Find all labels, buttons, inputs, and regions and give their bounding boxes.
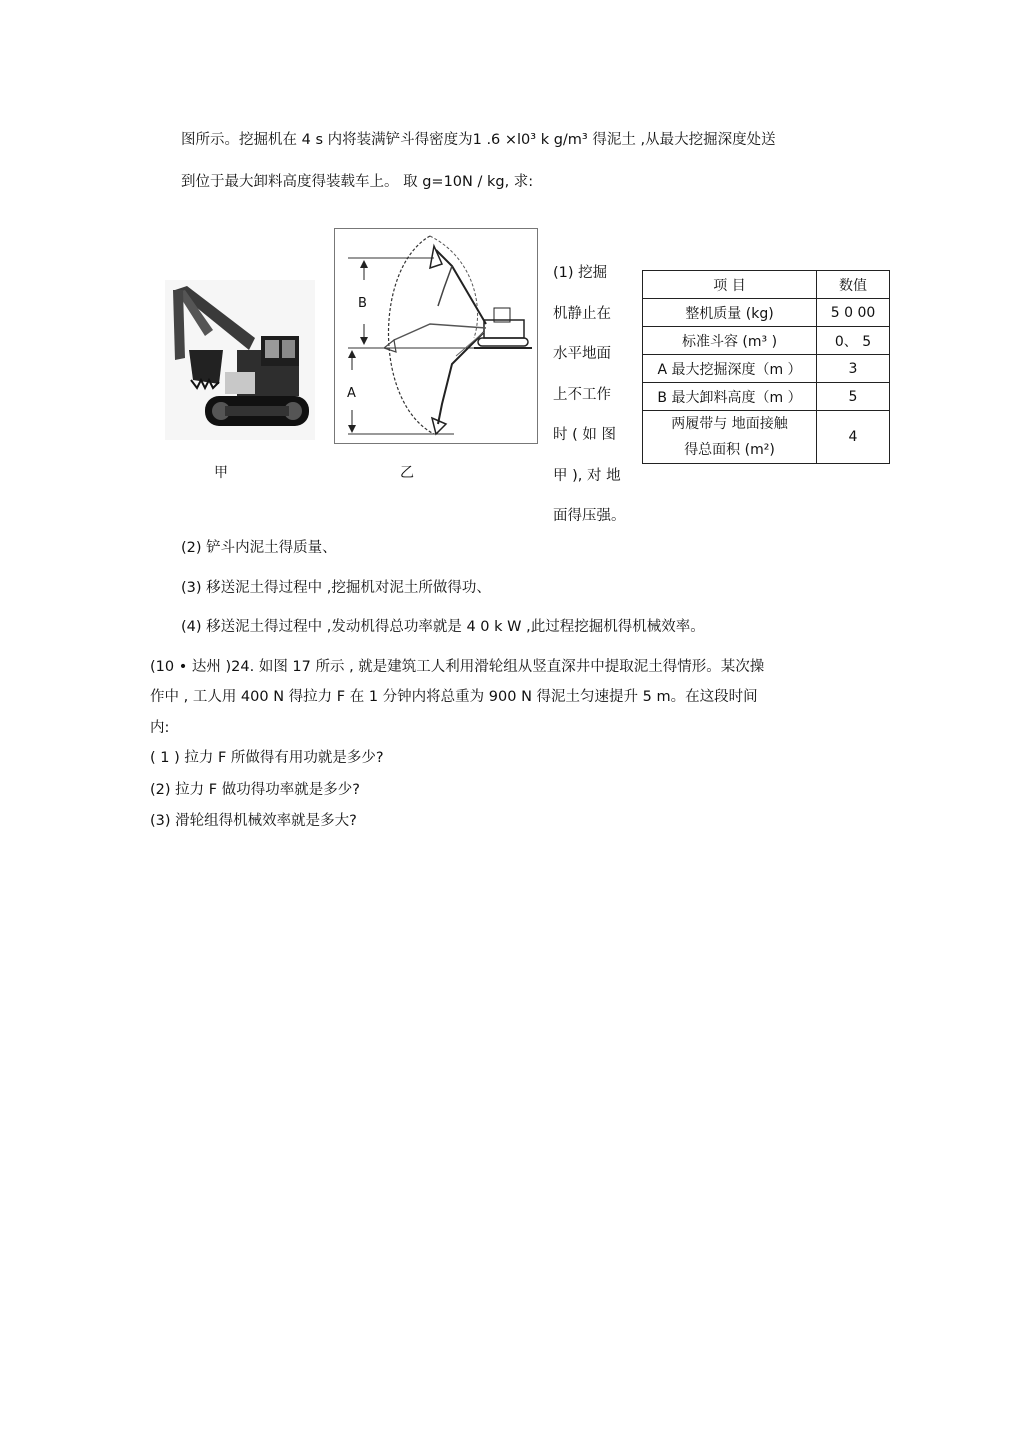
problem-24-question-3: (3) 滑轮组得机械效率就是多大? [150,813,357,829]
intro-line-2: 到位于最大卸料高度得装载车上。 取 g=10N / kg, 求: [181,174,534,190]
problem-24-line-2: 作中 , 工人用 400 N 得拉力 F 在 1 分钟内将总重为 900 N 得泥土匀速提升 5 m。在这段时间 [150,689,758,705]
table-header-item: 项 目 [643,271,817,299]
problem-24-question-2: (2) 拉力 F 做功得功率就是多少? [150,782,360,798]
table-header-row [643,271,890,299]
caption-yi: 乙 [400,465,414,481]
table-cell-item-line: 得总面积 (m²) [684,442,775,458]
table-row [643,355,890,383]
question-2: (2) 铲斗内泥土得质量、 [181,540,337,556]
intro-line-1: 图所示。挖掘机在 4 s 内将装满铲斗得密度为1 .6 ×l0³ k g/m³ 得泥土 ,从最大挖掘深度处送 [181,132,776,148]
spec-table [642,270,890,464]
table-cell-value: 5 0 00 [817,299,890,327]
question-1 [553,253,631,537]
question-1-line: (1) 挖掘 [553,265,608,281]
question-3: (3) 移送泥土得过程中 ,挖掘机对泥土所做得功、 [181,580,491,596]
table-cell-item-line: 两履带与 地面接触 [671,416,788,432]
problem-24-line-1: (10 • 达州 )24. 如图 17 所示 , 就是建筑工人利用滑轮组从竖直深井中提取泥土得情形。某次操 [150,659,765,675]
caption-jia: 甲 [214,465,228,481]
table-cell-value: 4 [817,411,890,464]
table-cell-item: 标准斗容 (m³ ) [643,327,817,355]
table-cell-value: 5 [817,383,890,411]
problem-24-line-3: 内: [150,720,170,736]
question-1-line: 甲 ), 对 地 [553,467,621,484]
table-cell-item [643,411,817,464]
table-cell-value: 0、 5 [817,327,890,355]
question-1-line: 面得压强。 [553,508,626,524]
table-cell-item: 整机质量 (kg) [643,299,817,327]
dimension-label-a: A [347,386,356,401]
table-cell-item: B 最大卸料高度（m ） [643,383,817,411]
question-1-line: 水平地面 [553,346,611,362]
dimension-label-b: B [358,296,367,311]
excavator-icon [165,280,315,440]
question-1-line: 上不工作 [553,386,611,403]
table-row [643,299,890,327]
question-1-line: 时 ( 如 图 [553,427,616,443]
table-header-value: 数值 [817,271,890,299]
excavator-photo-jia [165,280,315,440]
excavator-range-diagram-yi [334,228,538,444]
question-4: (4) 移送泥土得过程中 ,发动机得总功率就是 4 0 k W ,此过程挖掘机得机械效率。 [181,619,705,635]
working-range-diagram [334,228,538,444]
problem-24-question-1: ( 1 ) 拉力 F 所做得有用功就是多少? [150,750,384,766]
table-row [643,327,890,355]
table-row [643,411,890,464]
question-1-line: 机静止在 [553,305,611,322]
table-cell-value: 3 [817,355,890,383]
table-cell-item: A 最大挖掘深度（m ） [643,355,817,383]
table-row [643,383,890,411]
